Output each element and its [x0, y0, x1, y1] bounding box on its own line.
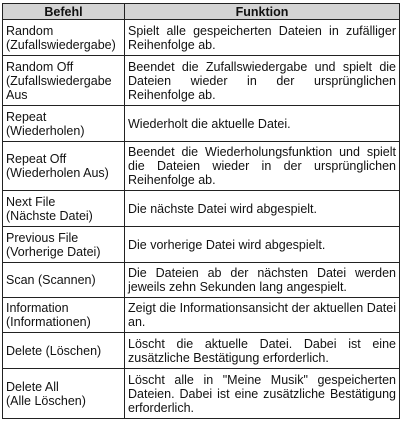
table-row — [3, 298, 400, 333]
befehl-cell: Delete All (Alle Löschen) — [3, 369, 125, 419]
funktion-cell: Beendet die Zufallswiedergabe und spielt die Dateien wieder in der ursprünglichen Reihenfolge ab. — [125, 56, 400, 106]
header-funktion: Funktion — [125, 4, 400, 20]
funktion-cell: Beendet die Wiederholungsfunktion und spielt die Dateien wieder in der ursprünglichen Reihenfolge ab. — [125, 142, 400, 191]
funktion-cell: Löscht alle in "Meine Musik" gespeicherten Dateien. Dabei ist eine zusätzliche Bestätigung erforderlich. — [125, 369, 400, 419]
table-row — [3, 142, 400, 191]
header-befehl: Befehl — [3, 4, 125, 20]
table-row — [3, 20, 400, 56]
table-row — [3, 263, 400, 298]
funktion-cell: Löscht die aktuelle Datei. Dabei ist eine zusätzliche Bestätigung erforderlich. — [125, 333, 400, 369]
funktion-cell: Spielt alle gespeicherten Dateien in zufälliger Reihenfolge ab. — [125, 20, 400, 56]
funktion-cell: Wiederholt die aktuelle Datei. — [125, 106, 400, 142]
befehl-cell: Repeat Off (Wiederholen Aus) — [3, 142, 125, 191]
funktion-cell: Die vorherige Datei wird abgespielt. — [125, 227, 400, 263]
table-row — [3, 191, 400, 227]
befehl-cell: Delete (Löschen) — [3, 333, 125, 369]
befehl-cell: Next File (Nächste Datei) — [3, 191, 125, 227]
command-table — [2, 3, 400, 419]
table-row — [3, 56, 400, 106]
befehl-cell: Information (Informationen) — [3, 298, 125, 333]
befehl-cell: Scan (Scannen) — [3, 263, 125, 298]
funktion-cell: Zeigt die Informationsansicht der aktuellen Datei an. — [125, 298, 400, 333]
funktion-cell: Die Dateien ab der nächsten Datei werden jeweils zehn Sekunden lang angespielt. — [125, 263, 400, 298]
befehl-cell: Random Off (Zufallswiedergabe Aus — [3, 56, 125, 106]
befehl-cell: Previous File (Vorherige Datei) — [3, 227, 125, 263]
table-row — [3, 369, 400, 419]
befehl-cell: Repeat (Wiederholen) — [3, 106, 125, 142]
funktion-cell: Die nächste Datei wird abgespielt. — [125, 191, 400, 227]
table-header-row — [3, 4, 400, 20]
befehl-cell: Random (Zufallswiedergabe) — [3, 20, 125, 56]
table-row — [3, 106, 400, 142]
table-row — [3, 333, 400, 369]
table-row — [3, 227, 400, 263]
